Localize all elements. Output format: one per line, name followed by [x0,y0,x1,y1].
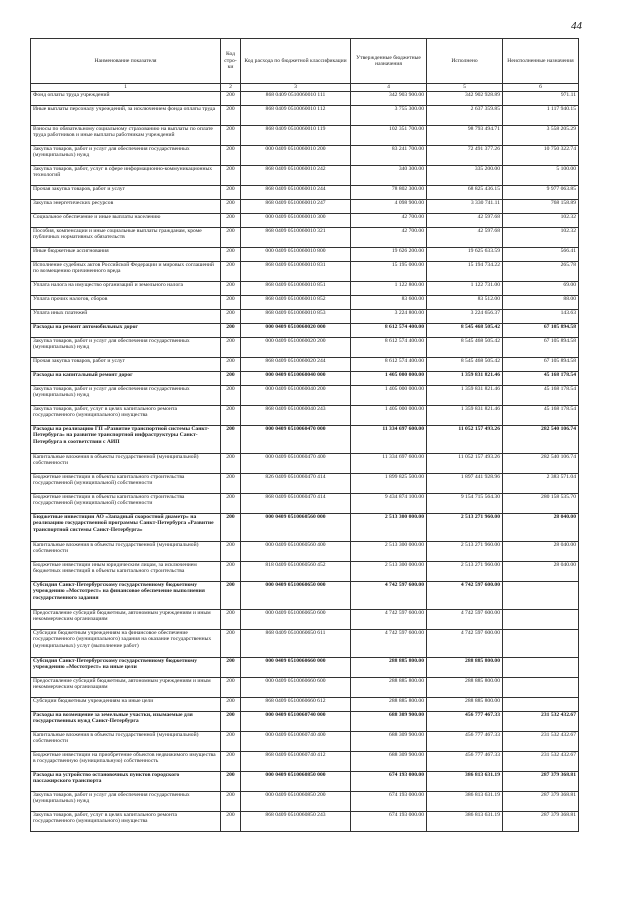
row-executed: 335 200.00 [427,166,503,186]
row-executed: 386 813 631.19 [427,792,503,812]
row-class-code: 868 0409 0510060010 852 [241,296,351,310]
row-name: Капитальные вложения в объекты государственной (муниципальной) собственности [31,454,221,474]
row-line-code: 200 [221,454,241,474]
row-approved: 688 309 900.00 [351,712,427,732]
row-unexecuted: 231 532 432.67 [503,752,579,772]
row-line-code: 200 [221,406,241,426]
row-class-code: 868 0409 0510060010 112 [241,106,351,126]
row-class-code: 000 0409 0510060850 000 [241,772,351,792]
column-number-row [31,84,579,92]
row-unexecuted: 45 168 178.54 [503,406,579,426]
table-row [31,324,579,338]
row-unexecuted: 287 379 368.81 [503,772,579,792]
row-approved: 2 513 300 000.00 [351,514,427,542]
row-approved: 4 742 597 600.00 [351,610,427,630]
row-executed: 3 330 741.11 [427,200,503,214]
row-unexecuted: 9 977 063.85 [503,186,579,200]
table-row [31,732,579,752]
row-approved: 19 626 200.00 [351,248,427,262]
row-unexecuted: 45 168 178.54 [503,372,579,386]
table-row [31,494,579,514]
row-name: Закупка товаров, работ, услуг в сфере информационно-коммуникационных технологий [31,166,221,186]
row-approved: 8 612 574 400.00 [351,338,427,358]
table-row [31,562,579,582]
row-unexecuted [503,678,579,698]
row-name: Взносы по обязательному социальному страхованию на выплаты по оплате труда работников и иные выплаты работникам учреждений [31,126,221,146]
row-unexecuted: 280 158 535.70 [503,494,579,514]
row-class-code: 000 0409 0510060560 000 [241,514,351,542]
row-name: Уплата налога на имущество организаций и земельного налога [31,282,221,296]
row-name: Расходы на возмещение за земельные участки, изымаемые для государственных нужд Санкт-Петербурга [31,712,221,732]
page-number: 44 [571,20,582,32]
row-class-code: 868 0409 0510060010 853 [241,310,351,324]
row-line-code: 200 [221,126,241,146]
row-executed: 8 545 468 505.42 [427,338,503,358]
table-row [31,514,579,542]
column-number: 6 [503,84,579,92]
row-approved: 83 241 700.00 [351,146,427,166]
row-unexecuted: 2 383 571.04 [503,474,579,494]
row-executed: 2 513 271 960.00 [427,562,503,582]
row-class-code: 868 0409 0510060010 119 [241,126,351,146]
row-name: Закупка товаров, работ и услуг для обеспечения государственных (муниципальных) нужд [31,146,221,166]
table-row [31,610,579,630]
row-approved: 1 405 000 000.00 [351,406,427,426]
row-class-code: 000 0409 0510060660 000 [241,658,351,678]
row-line-code: 200 [221,146,241,166]
row-name: Бюджетные инвестиции на приобретение объектов недвижимого имущества в государственную (муниципальную) собственность [31,752,221,772]
row-line-code: 200 [221,732,241,752]
row-class-code: 868 0409 0510060010 321 [241,228,351,248]
table-row [31,186,579,200]
row-approved: 1 122 800.00 [351,282,427,296]
row-unexecuted: 971.11 [503,92,579,106]
row-unexecuted: 67 105 894.58 [503,324,579,338]
row-name: Закупка товаров, работ, услуг в целях капитального ремонта государственного (муниципального) имущества [31,812,221,832]
column-header-line-code: Код стро-ки [221,39,241,84]
row-line-code: 200 [221,228,241,248]
row-executed: 15 194 734.22 [427,262,503,282]
row-class-code: 000 0409 0510060850 200 [241,792,351,812]
table-row [31,106,579,126]
row-name: Субсидии бюджетным учреждениям на иные цели [31,698,221,712]
row-class-code: 000 0409 0510060010 300 [241,214,351,228]
row-unexecuted: 265.78 [503,262,579,282]
row-class-code: 868 0409 0510060740 412 [241,752,351,772]
row-approved: 4 742 597 600.00 [351,582,427,610]
row-line-code: 200 [221,772,241,792]
row-executed: 11 052 157 493.26 [427,426,503,454]
row-approved: 4 742 597 600.00 [351,630,427,658]
row-approved: 8 612 574 400.00 [351,358,427,372]
row-unexecuted: 10 750 322.74 [503,146,579,166]
row-line-code: 200 [221,812,241,832]
row-unexecuted [503,658,579,678]
table-row [31,630,579,658]
row-unexecuted: 67 105 894.58 [503,358,579,372]
row-unexecuted: 67 105 894.58 [503,338,579,358]
row-line-code: 200 [221,610,241,630]
row-unexecuted: 1 117 940.15 [503,106,579,126]
row-approved: 8 612 574 400.00 [351,324,427,338]
row-line-code: 200 [221,514,241,542]
row-class-code: 826 0409 0510060470 414 [241,474,351,494]
column-header-unexecuted: Неисполненные назначения [503,39,579,84]
row-class-code: 868 0409 0510060010 851 [241,282,351,296]
row-line-code: 200 [221,582,241,610]
row-approved: 9 434 874 100.00 [351,494,427,514]
row-approved: 340 300.00 [351,166,427,186]
row-executed: 1 359 831 821.46 [427,372,503,386]
row-unexecuted: 28 040.00 [503,514,579,542]
row-class-code: 868 0409 0510060650 611 [241,630,351,658]
table-row [31,228,579,248]
row-executed: 72 491 377.26 [427,146,503,166]
row-class-code: 868 0409 0510060010 242 [241,166,351,186]
row-approved: 2 513 300 000.00 [351,562,427,582]
row-approved: 42 700.00 [351,214,427,228]
row-unexecuted [503,698,579,712]
row-line-code: 200 [221,106,241,126]
table-row [31,772,579,792]
row-name: Бюджетные инвестиции АО «Западный скоростной диаметр» на реализацию государственной программы Санкт-Петербурга «Развитие транспортной системы Санкт-Петербурга» [31,514,221,542]
row-line-code: 200 [221,372,241,386]
row-approved: 15 195 000.00 [351,262,427,282]
row-line-code: 200 [221,792,241,812]
row-unexecuted: 231 532 432.67 [503,732,579,752]
table-row [31,200,579,214]
row-line-code: 200 [221,542,241,562]
row-unexecuted: 282 540 106.74 [503,426,579,454]
table-row [31,166,579,186]
column-number: 2 [221,84,241,92]
column-header-class-code: Код расхода по бюджетной классификации [241,39,351,84]
column-number: 3 [241,84,351,92]
row-line-code: 200 [221,338,241,358]
row-executed: 342 902 928.89 [427,92,503,106]
row-unexecuted: 143.63 [503,310,579,324]
row-name: Фонд оплаты труда учреждений [31,92,221,106]
row-executed: 83 512.00 [427,296,503,310]
table-row [31,454,579,474]
table-row [31,678,579,698]
row-unexecuted: 231 532 432.67 [503,712,579,732]
row-name: Пособия, компенсации и иные социальные выплаты гражданам, кроме публичных нормативных обязательств [31,228,221,248]
table-row [31,146,579,166]
row-class-code: 868 0409 0510060010 247 [241,200,351,214]
row-executed: 2 637 359.85 [427,106,503,126]
table-row [31,406,579,426]
row-class-code: 000 0409 0510060560 400 [241,542,351,562]
row-line-code: 200 [221,324,241,338]
row-line-code: 200 [221,358,241,372]
row-name: Субсидия Санкт-Петербургскому государственному бюджетному учреждению «Мостотрест» на иные цели [31,658,221,678]
row-name: Бюджетные инвестиции в объекты капитального строительства государственной (муниципальной) собственности [31,474,221,494]
table-row [31,386,579,406]
row-approved: 674 193 000.00 [351,792,427,812]
row-approved: 688 309 900.00 [351,732,427,752]
row-approved: 674 193 000.00 [351,772,427,792]
row-executed: 288 885 800.00 [427,698,503,712]
column-header-executed: Исполнено [427,39,503,84]
row-executed: 456 777 467.33 [427,732,503,752]
row-line-code: 200 [221,678,241,698]
row-unexecuted: 102.32 [503,228,579,248]
row-name: Бюджетные инвестиции в объекты капитального строительства государственной (муниципальной) собственности [31,494,221,514]
table-row [31,358,579,372]
row-name: Иные бюджетные ассигнования [31,248,221,262]
table-row [31,296,579,310]
row-line-code: 200 [221,474,241,494]
row-executed: 386 813 631.19 [427,812,503,832]
table-row [31,812,579,832]
row-line-code: 200 [221,166,241,186]
row-approved: 288 885 800.00 [351,698,427,712]
row-class-code: 868 0409 0510060040 243 [241,406,351,426]
row-line-code: 200 [221,630,241,658]
row-class-code: 868 0409 0510060010 111 [241,92,351,106]
row-executed: 1 122 731.00 [427,282,503,296]
row-unexecuted: 3 558 205.29 [503,126,579,146]
row-line-code: 200 [221,214,241,228]
row-line-code: 200 [221,426,241,454]
row-class-code: 868 0409 0510060010 831 [241,262,351,282]
table-row [31,310,579,324]
row-name: Закупка товаров, работ, услуг в целях капитального ремонта государственного (муниципального) имущества [31,406,221,426]
row-name: Иные выплаты персоналу учреждений, за исключением фонда оплаты труда [31,106,221,126]
row-unexecuted: 69.00 [503,282,579,296]
row-name: Капитальные вложения в объекты государственной (муниципальной) собственности [31,732,221,752]
table-row [31,126,579,146]
row-unexecuted: 566.41 [503,248,579,262]
row-executed: 19 625 633.59 [427,248,503,262]
row-executed: 9 154 715 564.30 [427,494,503,514]
row-line-code: 200 [221,248,241,262]
table-row [31,712,579,732]
row-class-code: 868 0409 0510060470 414 [241,494,351,514]
column-number: 5 [427,84,503,92]
row-class-code: 000 0409 0510060020 000 [241,324,351,338]
row-executed: 1 897 441 928.96 [427,474,503,494]
row-class-code: 000 0409 0510060650 600 [241,610,351,630]
row-name: Закупка товаров, работ и услуг для обеспечения государственных (муниципальных) нужд [31,338,221,358]
row-approved: 1 405 000 000.00 [351,386,427,406]
table-row [31,248,579,262]
row-name: Расходы на капитальный ремонт дорог [31,372,221,386]
row-line-code: 200 [221,562,241,582]
row-name: Предоставление субсидий бюджетным, автономным учреждениям и иным некоммерческим организациям [31,610,221,630]
row-name: Бюджетные инвестиции иным юридическим лицам, за исключением бюджетных инвестиций в объекты капитального строительства [31,562,221,582]
table-row [31,92,579,106]
row-approved: 42 700.00 [351,228,427,248]
expenditure-report-table [30,38,579,832]
table-row [31,214,579,228]
row-name: Прочая закупка товаров, работ и услуг [31,358,221,372]
row-unexecuted [503,610,579,630]
row-line-code: 200 [221,282,241,296]
row-name: Предоставление субсидий бюджетным, автономным учреждениям и иным некоммерческим организациям [31,678,221,698]
row-executed: 288 885 800.00 [427,678,503,698]
table-row [31,658,579,678]
row-class-code: 868 0409 0510060010 244 [241,186,351,200]
row-executed: 42 597.68 [427,228,503,248]
row-name: Исполнение судебных актов Российской Федерации и мировых соглашений по возмещению причиненного вреда [31,262,221,282]
row-executed: 2 513 271 960.00 [427,542,503,562]
row-executed: 8 545 468 505.42 [427,324,503,338]
row-name: Субсидия Санкт-Петербургскому государственному бюджетному учреждению «Мостотрест» на финансовое обеспечение выполнения государственного задания [31,582,221,610]
table-row [31,542,579,562]
row-approved: 1 405 000 000.00 [351,372,427,386]
row-name: Расходы на реализацию ГП «Развитие транспортной системы Санкт-Петербурга» на развитие транспортной инфраструктуры Санкт-Петербурга в соответствии с АИП [31,426,221,454]
table-row [31,792,579,812]
row-line-code: 200 [221,310,241,324]
table-row [31,282,579,296]
row-unexecuted: 768 158.89 [503,200,579,214]
row-executed: 98 793 494.71 [427,126,503,146]
row-class-code: 000 0409 0510060010 200 [241,146,351,166]
row-unexecuted: 28 040.00 [503,542,579,562]
row-executed: 11 052 157 493.26 [427,454,503,474]
row-name: Расходы на устройство остановочных пунктов городского пассажирского транспорта [31,772,221,792]
row-unexecuted: 45 168 178.54 [503,386,579,406]
table-row [31,474,579,494]
row-line-code: 200 [221,186,241,200]
table-row [31,752,579,772]
row-approved: 688 309 900.00 [351,752,427,772]
row-unexecuted [503,582,579,610]
row-name: Расходы на ремонт автомобильных дорог [31,324,221,338]
row-executed: 386 813 631.19 [427,772,503,792]
row-unexecuted: 88.00 [503,296,579,310]
row-name: Прочая закупка товаров, работ и услуг [31,186,221,200]
row-unexecuted: 287 379 368.81 [503,812,579,832]
row-name: Уплата прочих налогов, сборов [31,296,221,310]
table-row [31,582,579,610]
row-name: Капитальные вложения в объекты государственной (муниципальной) собственности [31,542,221,562]
row-class-code: 000 0409 0510060470 400 [241,454,351,474]
row-class-code: 000 0409 0510060020 200 [241,338,351,358]
table-row [31,262,579,282]
row-class-code: 868 0409 0510060660 612 [241,698,351,712]
row-class-code: 818 0409 0510060560 452 [241,562,351,582]
column-header-name: Наименование показателя [31,39,221,84]
row-approved: 342 903 900.00 [351,92,427,106]
row-line-code: 200 [221,92,241,106]
row-executed: 456 777 467.33 [427,752,503,772]
row-class-code: 868 0409 0510060850 243 [241,812,351,832]
row-unexecuted: 28 040.00 [503,562,579,582]
row-line-code: 200 [221,698,241,712]
column-header-approved: Утвержденные бюджетные назначения [351,39,427,84]
row-executed: 2 513 271 960.00 [427,514,503,542]
row-executed: 8 545 468 505.42 [427,358,503,372]
row-executed: 1 359 831 821.46 [427,406,503,426]
row-unexecuted: 282 540 106.74 [503,454,579,474]
row-line-code: 200 [221,494,241,514]
row-line-code: 200 [221,658,241,678]
row-line-code: 200 [221,712,241,732]
row-unexecuted [503,630,579,658]
row-approved: 4 098 900.00 [351,200,427,214]
row-executed: 42 597.68 [427,214,503,228]
row-executed: 1 359 831 821.46 [427,386,503,406]
row-executed: 456 777 467.33 [427,712,503,732]
row-approved: 3 755 300.00 [351,106,427,126]
row-unexecuted: 287 379 368.81 [503,792,579,812]
row-executed: 68 825 436.15 [427,186,503,200]
row-name: Закупка товаров, работ и услуг для обеспечения государственных (муниципальных) нужд [31,792,221,812]
row-class-code: 000 0409 0510060040 200 [241,386,351,406]
row-approved: 2 513 300 000.00 [351,542,427,562]
row-executed: 288 885 800.00 [427,658,503,678]
column-number: 4 [351,84,427,92]
table-row [31,338,579,358]
row-line-code: 200 [221,262,241,282]
row-executed: 4 742 597 600.00 [427,610,503,630]
row-approved: 102 351 700.00 [351,126,427,146]
row-approved: 3 224 800.00 [351,310,427,324]
row-name: Закупка товаров, работ и услуг для обеспечения государственных (муниципальных) нужд [31,386,221,406]
row-class-code: 000 0409 0510060650 000 [241,582,351,610]
row-line-code: 200 [221,296,241,310]
row-class-code: 000 0409 0510060740 400 [241,732,351,752]
row-approved: 288 885 800.00 [351,678,427,698]
row-class-code: 000 0409 0510060010 800 [241,248,351,262]
row-class-code: 000 0409 0510060470 000 [241,426,351,454]
row-approved: 1 899 825 500.00 [351,474,427,494]
row-unexecuted: 102.32 [503,214,579,228]
row-name: Закупка энергетических ресурсов [31,200,221,214]
row-class-code: 000 0409 0510060660 600 [241,678,351,698]
row-approved: 674 193 000.00 [351,812,427,832]
row-class-code: 000 0409 0510060740 000 [241,712,351,732]
row-line-code: 200 [221,200,241,214]
row-approved: 83 600.00 [351,296,427,310]
row-name: Уплата иных платежей [31,310,221,324]
row-approved: 11 334 697 600.00 [351,454,427,474]
row-class-code: 868 0409 0510060020 244 [241,358,351,372]
row-name: Субсидии бюджетным учреждениям на финансовое обеспечение государственного (муниципального) задания на оказание государственных (муниципальных) услуг (выполнение работ) [31,630,221,658]
table-row [31,372,579,386]
row-executed: 3 224 656.37 [427,310,503,324]
row-line-code: 200 [221,386,241,406]
row-name: Социальное обеспечение и иные выплаты населению [31,214,221,228]
row-executed: 4 742 597 600.00 [427,582,503,610]
row-class-code: 000 0409 0510060040 000 [241,372,351,386]
row-line-code: 200 [221,752,241,772]
row-unexecuted: 5 100.00 [503,166,579,186]
row-approved: 78 802 300.00 [351,186,427,200]
row-executed: 4 742 597 600.00 [427,630,503,658]
row-approved: 288 885 800.00 [351,658,427,678]
row-approved: 11 334 697 600.00 [351,426,427,454]
table-row [31,426,579,454]
column-number: 1 [31,84,221,92]
table-row [31,698,579,712]
